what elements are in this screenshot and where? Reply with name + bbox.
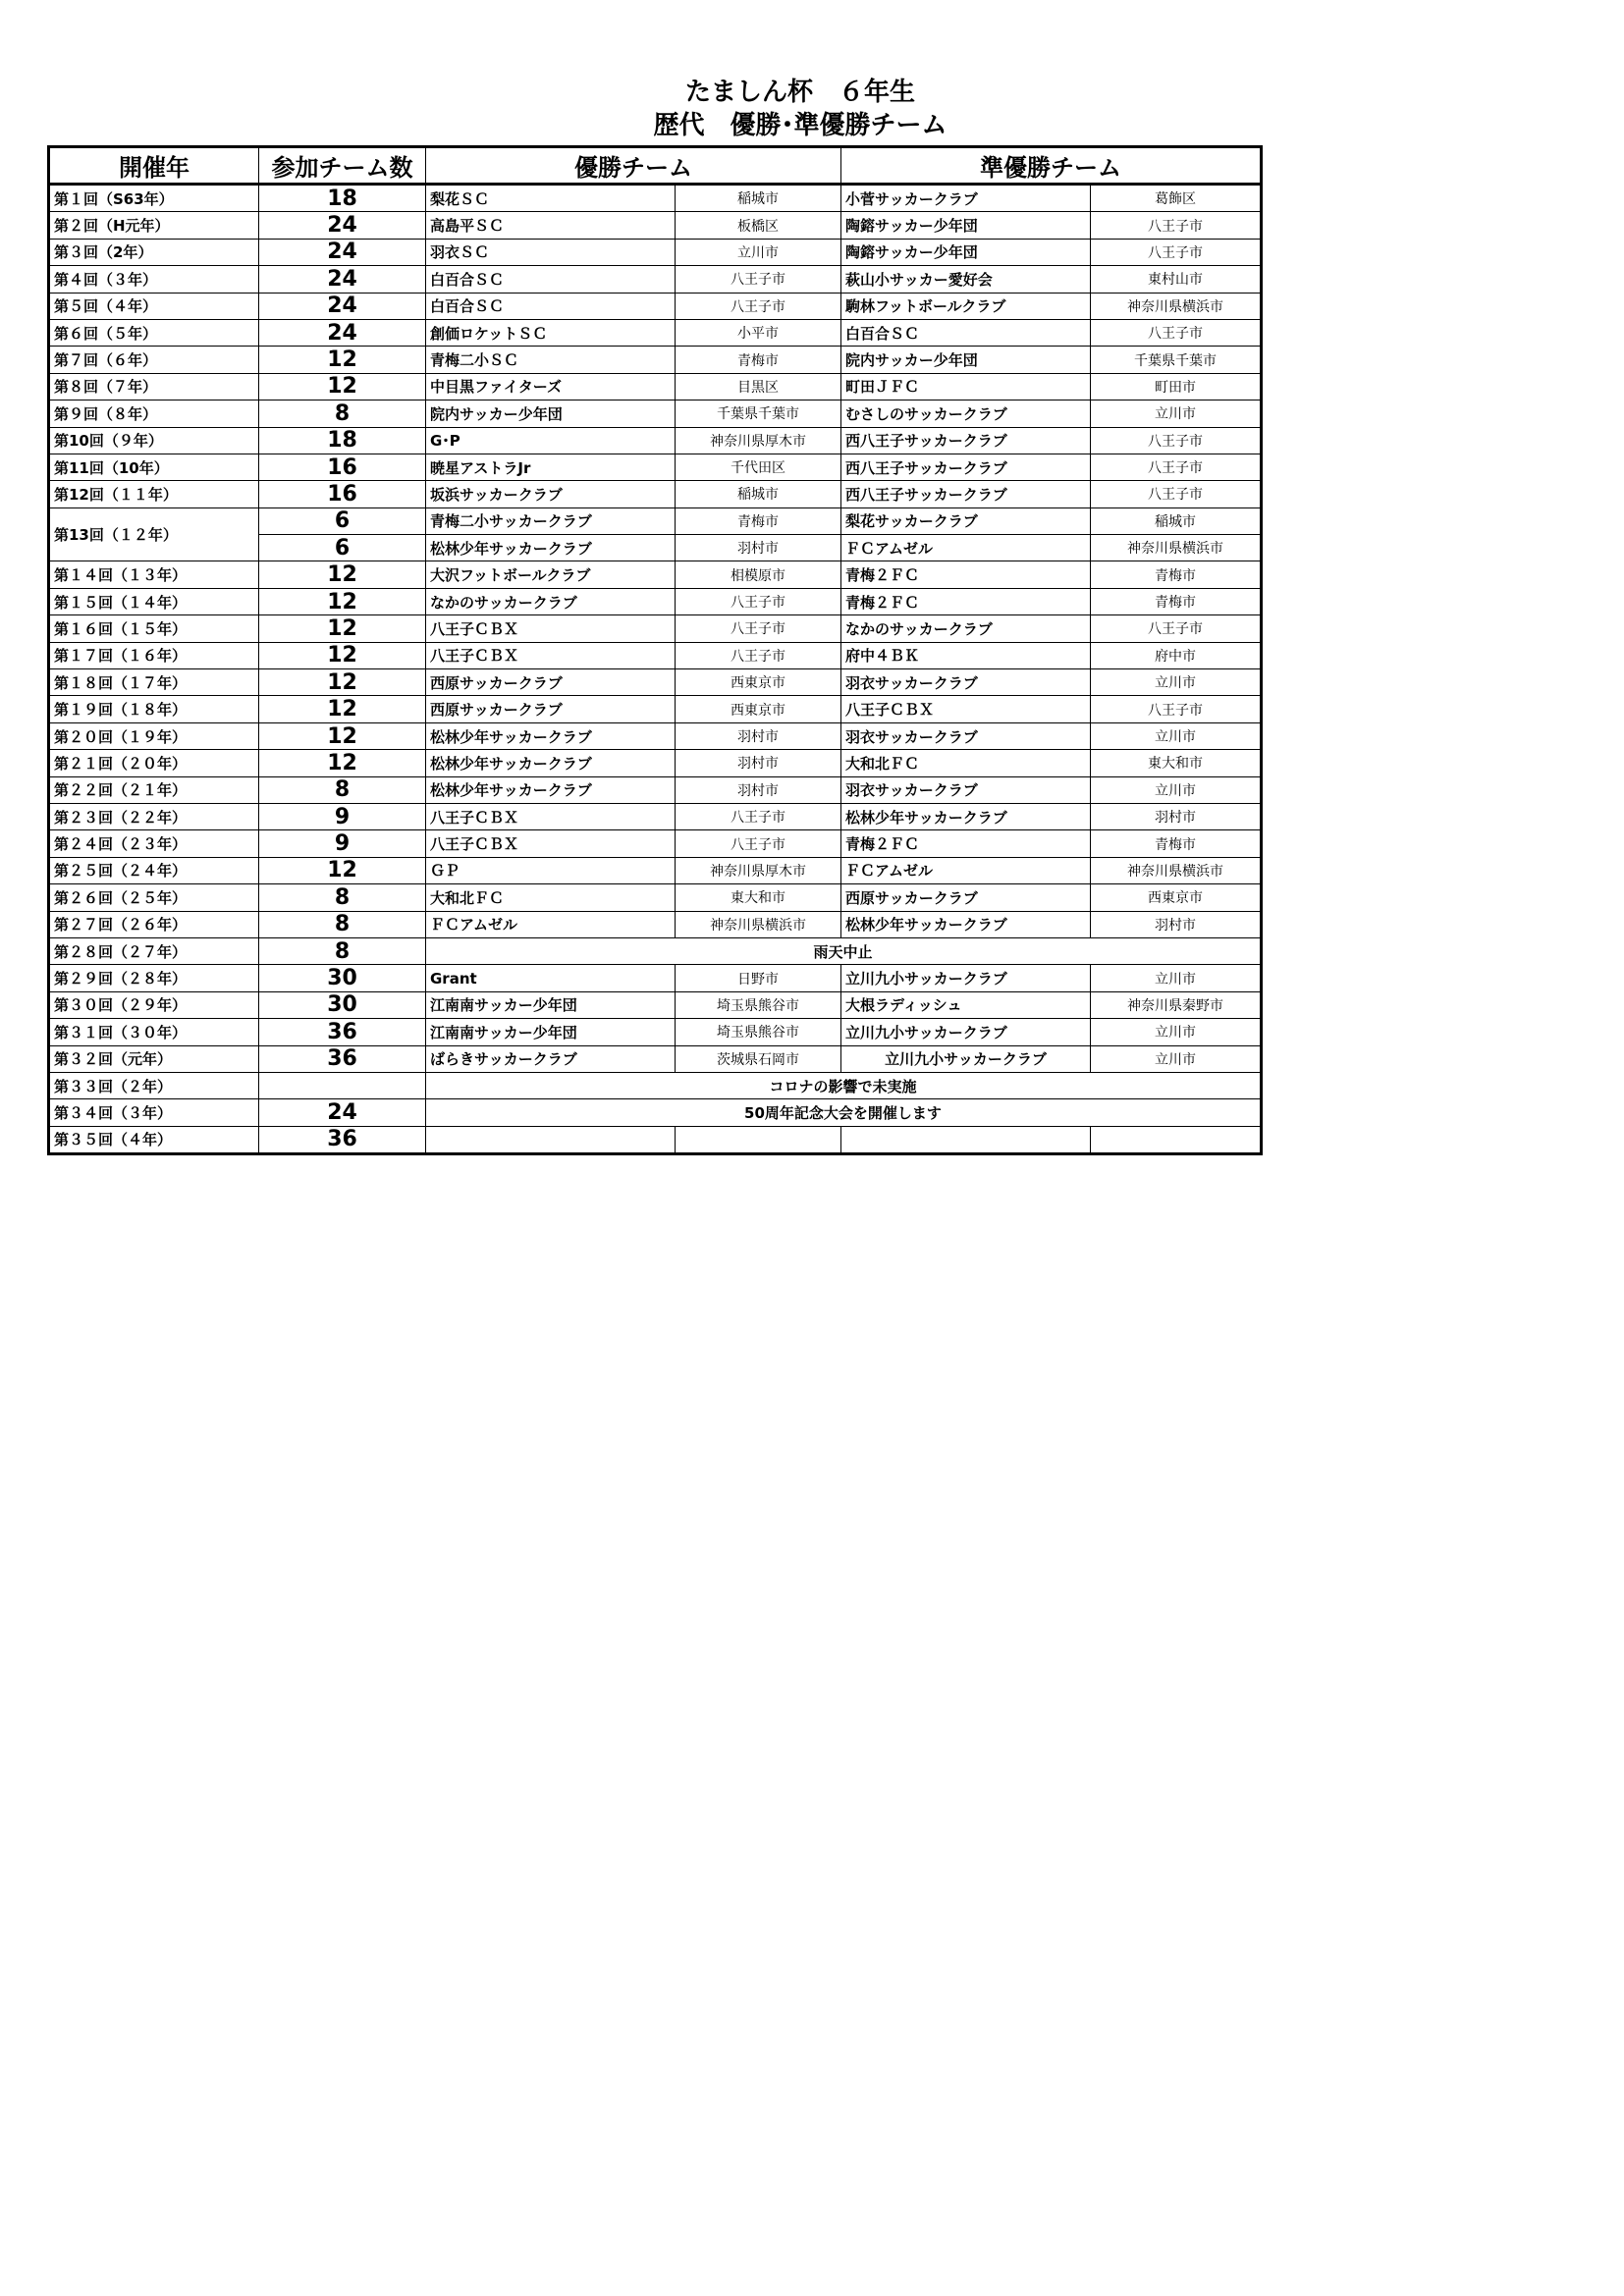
table-row — [49, 642, 1262, 668]
runner-up-team-cell: 羽衣サッカークラブ — [841, 722, 1091, 749]
edition-cell: 第２６回（２５年） — [49, 884, 259, 911]
runner-up-city-cell: 八王子市 — [1091, 615, 1262, 642]
winner-city-cell: 板橋区 — [676, 212, 841, 239]
winner-team-cell: 八王子ＣＢＸ — [426, 803, 676, 829]
team-count-cell — [259, 1072, 426, 1098]
team-count-cell: 18 — [259, 427, 426, 454]
team-count-cell: 12 — [259, 347, 426, 373]
winner-team-cell: 羽衣ＳＣ — [426, 239, 676, 265]
winner-city-cell: 八王子市 — [676, 642, 841, 668]
winner-team-cell: 梨花ＳＣ — [426, 185, 676, 212]
team-count-cell: 36 — [259, 1019, 426, 1045]
edition-cell: 第１６回（１５年） — [49, 615, 259, 642]
table-row — [49, 937, 1262, 964]
runner-up-team-cell: むさしのサッカークラブ — [841, 400, 1091, 427]
team-count-cell: 6 — [259, 535, 426, 561]
edition-cell: 第12回（１１年） — [49, 481, 259, 507]
winner-city-cell: 青梅市 — [676, 507, 841, 534]
table-row — [49, 803, 1262, 829]
edition-cell: 第１４回（１３年） — [49, 561, 259, 588]
header-edition: 開催年 — [49, 147, 259, 185]
table-row — [49, 1019, 1262, 1045]
runner-up-city-cell: 府中市 — [1091, 642, 1262, 668]
table-row — [49, 750, 1262, 776]
runner-up-city-cell: 東大和市 — [1091, 750, 1262, 776]
page-title: たましん杯 ６年生 — [684, 78, 915, 107]
edition-cell: 第１７回（１６年） — [49, 642, 259, 668]
header-row — [49, 147, 1262, 185]
runner-up-team-cell: 青梅２ＦＣ — [841, 561, 1091, 588]
table-row — [49, 481, 1262, 507]
winner-team-cell: なかのサッカークラブ — [426, 588, 676, 614]
table-row — [49, 830, 1262, 857]
runner-up-city-cell: 西東京市 — [1091, 884, 1262, 911]
runner-up-city-cell: 葛飾区 — [1091, 185, 1262, 212]
runner-up-team-cell: 町田ＪＦＣ — [841, 373, 1091, 400]
team-count-cell: 36 — [259, 1126, 426, 1153]
runner-up-team-cell: 白百合ＳＣ — [841, 319, 1091, 346]
table-row — [49, 965, 1262, 991]
runner-up-city-cell: 羽村市 — [1091, 911, 1262, 937]
edition-cell: 第２３回（２２年） — [49, 803, 259, 829]
winner-team-cell: 西原サッカークラブ — [426, 669, 676, 696]
runner-up-team-cell: 陶鎔サッカー少年団 — [841, 239, 1091, 265]
winner-city-cell: 千代田区 — [676, 454, 841, 480]
winner-team-cell: 松林少年サッカークラブ — [426, 722, 676, 749]
header-runner-up: 準優勝チーム — [841, 147, 1262, 185]
team-count-cell: 24 — [259, 212, 426, 239]
table-row — [49, 347, 1262, 373]
edition-cell: 第11回（10年） — [49, 454, 259, 480]
table-row — [49, 857, 1262, 883]
edition-cell: 第８回（７年） — [49, 373, 259, 400]
team-count-cell: 24 — [259, 319, 426, 346]
edition-cell: 第２回（H元年） — [49, 212, 259, 239]
table-row — [49, 669, 1262, 696]
winner-city-cell: 八王子市 — [676, 588, 841, 614]
team-count-cell: 12 — [259, 642, 426, 668]
runner-up-team-cell: 八王子ＣＢＸ — [841, 696, 1091, 722]
runner-up-city-cell: 立川市 — [1091, 722, 1262, 749]
runner-up-team-cell: 西八王子サッカークラブ — [841, 454, 1091, 480]
winner-city-cell: 神奈川県厚木市 — [676, 857, 841, 883]
team-count-cell: 12 — [259, 373, 426, 400]
runner-up-city-cell: 八王子市 — [1091, 696, 1262, 722]
edition-cell: 第６回（５年） — [49, 319, 259, 346]
team-count-cell: 8 — [259, 884, 426, 911]
winner-city-cell: 八王子市 — [676, 830, 841, 857]
edition-cell: 第１９回（１８年） — [49, 696, 259, 722]
team-count-cell: 6 — [259, 507, 426, 534]
winner-team-cell: 青梅二小サッカークラブ — [426, 507, 676, 534]
edition-cell: 第１回（S63年） — [49, 185, 259, 212]
runner-up-city-cell: 立川市 — [1091, 965, 1262, 991]
edition-cell: 第２０回（１９年） — [49, 722, 259, 749]
runner-up-city-cell: 神奈川県秦野市 — [1091, 991, 1262, 1018]
table-row — [49, 588, 1262, 614]
team-count-cell: 36 — [259, 1045, 426, 1072]
winner-team-cell — [426, 1126, 676, 1153]
page-subtitle: 歴代 優勝･準優勝チーム — [653, 111, 947, 140]
note-cell: 雨天中止 — [426, 937, 1262, 964]
team-count-cell: 24 — [259, 1099, 426, 1126]
winner-team-cell: 八王子ＣＢＸ — [426, 830, 676, 857]
team-count-cell: 12 — [259, 750, 426, 776]
runner-up-city-cell: 神奈川県横浜市 — [1091, 293, 1262, 319]
runner-up-city-cell: 千葉県千葉市 — [1091, 347, 1262, 373]
table-row — [49, 884, 1262, 911]
runner-up-city-cell: 町田市 — [1091, 373, 1262, 400]
winner-team-cell: 創価ロケットＳＣ — [426, 319, 676, 346]
runner-up-team-cell: 大和北ＦＣ — [841, 750, 1091, 776]
winner-team-cell: 白百合ＳＣ — [426, 293, 676, 319]
team-count-cell: 18 — [259, 185, 426, 212]
runner-up-team-cell: ＦＣアムゼル — [841, 857, 1091, 883]
runner-up-city-cell: 青梅市 — [1091, 588, 1262, 614]
edition-cell: 第２１回（２０年） — [49, 750, 259, 776]
team-count-cell: 30 — [259, 991, 426, 1018]
winner-city-cell: 青梅市 — [676, 347, 841, 373]
winner-city-cell: 稲城市 — [676, 185, 841, 212]
winner-team-cell: 院内サッカー少年団 — [426, 400, 676, 427]
edition-cell: 第３０回（２９年） — [49, 991, 259, 1018]
edition-cell: 第１８回（１７年） — [49, 669, 259, 696]
runner-up-team-cell: 梨花サッカークラブ — [841, 507, 1091, 534]
table-row — [49, 373, 1262, 400]
runner-up-city-cell: 稲城市 — [1091, 507, 1262, 534]
winner-city-cell: 目黒区 — [676, 373, 841, 400]
winner-team-cell: 白百合ＳＣ — [426, 266, 676, 293]
table-row — [49, 454, 1262, 480]
winner-team-cell: 松林少年サッカークラブ — [426, 535, 676, 561]
team-count-cell: 9 — [259, 803, 426, 829]
winner-team-cell: 八王子ＣＢＸ — [426, 642, 676, 668]
edition-cell: 第３回（2年） — [49, 239, 259, 265]
results-table — [47, 145, 1263, 1155]
runner-up-team-cell: 羽衣サッカークラブ — [841, 669, 1091, 696]
winner-team-cell: 松林少年サッカークラブ — [426, 776, 676, 803]
edition-cell: 第３４回（３年） — [49, 1099, 259, 1126]
runner-up-team-cell: 駒林フットボールクラブ — [841, 293, 1091, 319]
runner-up-team-cell: 青梅２ＦＣ — [841, 830, 1091, 857]
winner-city-cell: 羽村市 — [676, 776, 841, 803]
team-count-cell: 16 — [259, 481, 426, 507]
winner-team-cell: 青梅二小ＳＣ — [426, 347, 676, 373]
runner-up-team-cell: 青梅２ＦＣ — [841, 588, 1091, 614]
table-row — [49, 293, 1262, 319]
table-row — [49, 1072, 1262, 1098]
winner-city-cell: 埼玉県熊谷市 — [676, 1019, 841, 1045]
edition-cell: 第２９回（２８年） — [49, 965, 259, 991]
edition-cell: 第２５回（２４年） — [49, 857, 259, 883]
runner-up-city-cell: 立川市 — [1091, 400, 1262, 427]
runner-up-city-cell: 立川市 — [1091, 669, 1262, 696]
runner-up-team-cell: 立川九小サッカークラブ — [841, 1019, 1091, 1045]
edition-cell: 第７回（６年） — [49, 347, 259, 373]
table-row — [49, 400, 1262, 427]
winner-city-cell: 羽村市 — [676, 535, 841, 561]
note-cell: 50周年記念大会を開催します — [426, 1099, 1262, 1126]
runner-up-team-cell: 松林少年サッカークラブ — [841, 803, 1091, 829]
edition-cell: 第５回（４年） — [49, 293, 259, 319]
runner-up-city-cell: 青梅市 — [1091, 561, 1262, 588]
winner-team-cell: ＦＣアムゼル — [426, 911, 676, 937]
runner-up-city-cell: 八王子市 — [1091, 239, 1262, 265]
winner-team-cell: ＧＰ — [426, 857, 676, 883]
winner-team-cell: 中目黒ファイターズ — [426, 373, 676, 400]
winner-team-cell: 大和北ＦＣ — [426, 884, 676, 911]
winner-team-cell: G･P — [426, 427, 676, 454]
edition-cell: 第２７回（２６年） — [49, 911, 259, 937]
team-count-cell: 12 — [259, 722, 426, 749]
table-row — [49, 212, 1262, 239]
edition-cell: 第３３回（２年） — [49, 1072, 259, 1098]
edition-cell: 第３１回（３０年） — [49, 1019, 259, 1045]
winner-city-cell: 羽村市 — [676, 750, 841, 776]
winner-team-cell: ばらきサッカークラブ — [426, 1045, 676, 1072]
edition-cell: 第２８回（２７年） — [49, 937, 259, 964]
runner-up-team-cell — [841, 1126, 1091, 1153]
runner-up-city-cell: 羽村市 — [1091, 803, 1262, 829]
results-body — [49, 185, 1262, 1154]
winner-team-cell: Grant — [426, 965, 676, 991]
edition-cell: 第９回（８年） — [49, 400, 259, 427]
runner-up-city-cell: 立川市 — [1091, 1019, 1262, 1045]
edition-cell: 第２２回（２１年） — [49, 776, 259, 803]
runner-up-team-cell: 西八王子サッカークラブ — [841, 481, 1091, 507]
runner-up-team-cell: 立川九小サッカークラブ — [841, 965, 1091, 991]
team-count-cell: 24 — [259, 293, 426, 319]
winner-city-cell: 千葉県千葉市 — [676, 400, 841, 427]
note-cell: コロナの影響で未実施 — [426, 1072, 1262, 1098]
winner-team-cell: 松林少年サッカークラブ — [426, 750, 676, 776]
runner-up-city-cell: 立川市 — [1091, 776, 1262, 803]
table-row — [49, 1045, 1262, 1072]
table-row — [49, 239, 1262, 265]
runner-up-team-cell: 陶鎔サッカー少年団 — [841, 212, 1091, 239]
team-count-cell: 9 — [259, 830, 426, 857]
table-row — [49, 1126, 1262, 1153]
winner-city-cell: 羽村市 — [676, 722, 841, 749]
runner-up-team-cell: 松林少年サッカークラブ — [841, 911, 1091, 937]
team-count-cell: 8 — [259, 911, 426, 937]
runner-up-team-cell: 大根ラディッシュ — [841, 991, 1091, 1018]
team-count-cell: 8 — [259, 937, 426, 964]
edition-cell: 第13回（１２年） — [49, 507, 259, 561]
table-row — [49, 561, 1262, 588]
winner-city-cell — [676, 1126, 841, 1153]
team-count-cell: 30 — [259, 965, 426, 991]
table-row — [49, 266, 1262, 293]
team-count-cell: 12 — [259, 588, 426, 614]
winner-city-cell: 西東京市 — [676, 696, 841, 722]
header-winner: 優勝チーム — [426, 147, 841, 185]
header-teams: 参加チーム数 — [259, 147, 426, 185]
winner-city-cell: 立川市 — [676, 239, 841, 265]
table-row — [49, 507, 1262, 534]
winner-city-cell: 茨城県石岡市 — [676, 1045, 841, 1072]
runner-up-team-cell: 西八王子サッカークラブ — [841, 427, 1091, 454]
winner-city-cell: 東大和市 — [676, 884, 841, 911]
winner-team-cell: 江南南サッカー少年団 — [426, 1019, 676, 1045]
runner-up-team-cell: 羽衣サッカークラブ — [841, 776, 1091, 803]
winner-city-cell: 小平市 — [676, 319, 841, 346]
team-count-cell: 24 — [259, 239, 426, 265]
winner-city-cell: 稲城市 — [676, 481, 841, 507]
winner-city-cell: 八王子市 — [676, 803, 841, 829]
team-count-cell: 12 — [259, 857, 426, 883]
team-count-cell: 24 — [259, 266, 426, 293]
edition-cell: 第２４回（２３年） — [49, 830, 259, 857]
winner-city-cell: 西東京市 — [676, 669, 841, 696]
edition-cell: 第３２回（元年） — [49, 1045, 259, 1072]
winner-city-cell: 日野市 — [676, 965, 841, 991]
edition-cell: 第１５回（１４年） — [49, 588, 259, 614]
edition-cell: 第４回（３年） — [49, 266, 259, 293]
runner-up-city-cell: 八王子市 — [1091, 481, 1262, 507]
team-count-cell: 12 — [259, 696, 426, 722]
table-row — [49, 185, 1262, 212]
runner-up-team-cell: 西原サッカークラブ — [841, 884, 1091, 911]
winner-city-cell: 八王子市 — [676, 266, 841, 293]
winner-team-cell: 西原サッカークラブ — [426, 696, 676, 722]
runner-up-team-cell: 立川九小サッカークラブ — [841, 1045, 1091, 1072]
runner-up-team-cell: 萩山小サッカー愛好会 — [841, 266, 1091, 293]
runner-up-city-cell: 八王子市 — [1091, 454, 1262, 480]
table-row — [49, 1099, 1262, 1126]
winner-city-cell: 埼玉県熊谷市 — [676, 991, 841, 1018]
team-count-cell: 16 — [259, 454, 426, 480]
runner-up-city-cell: 神奈川県横浜市 — [1091, 857, 1262, 883]
table-row — [49, 696, 1262, 722]
edition-cell: 第３５回（４年） — [49, 1126, 259, 1153]
table-row — [49, 427, 1262, 454]
winner-team-cell: 大沢フットボールクラブ — [426, 561, 676, 588]
team-count-cell: 12 — [259, 561, 426, 588]
runner-up-team-cell: 院内サッカー少年団 — [841, 347, 1091, 373]
winner-city-cell: 神奈川県横浜市 — [676, 911, 841, 937]
runner-up-team-cell: 府中４ＢＫ — [841, 642, 1091, 668]
runner-up-city-cell: 神奈川県横浜市 — [1091, 535, 1262, 561]
winner-team-cell: 高島平ＳＣ — [426, 212, 676, 239]
table-row — [49, 776, 1262, 803]
runner-up-city-cell: 東村山市 — [1091, 266, 1262, 293]
edition-cell: 第10回（９年） — [49, 427, 259, 454]
winner-team-cell: 坂浜サッカークラブ — [426, 481, 676, 507]
runner-up-team-cell: なかのサッカークラブ — [841, 615, 1091, 642]
winner-team-cell: 八王子ＣＢＸ — [426, 615, 676, 642]
team-count-cell: 12 — [259, 615, 426, 642]
runner-up-team-cell: 小菅サッカークラブ — [841, 185, 1091, 212]
winner-team-cell: 暁星アストラJr — [426, 454, 676, 480]
runner-up-city-cell: 八王子市 — [1091, 212, 1262, 239]
table-row — [49, 991, 1262, 1018]
table-row — [49, 615, 1262, 642]
team-count-cell: 8 — [259, 400, 426, 427]
runner-up-city-cell: 八王子市 — [1091, 427, 1262, 454]
winner-city-cell: 神奈川県厚木市 — [676, 427, 841, 454]
team-count-cell: 12 — [259, 669, 426, 696]
runner-up-city-cell: 八王子市 — [1091, 319, 1262, 346]
winner-city-cell: 八王子市 — [676, 615, 841, 642]
runner-up-team-cell: ＦＣアムゼル — [841, 535, 1091, 561]
table-row — [49, 911, 1262, 937]
table-row — [49, 319, 1262, 346]
winner-city-cell: 相模原市 — [676, 561, 841, 588]
runner-up-city-cell: 立川市 — [1091, 1045, 1262, 1072]
table-row — [49, 722, 1262, 749]
team-count-cell: 8 — [259, 776, 426, 803]
winner-city-cell: 八王子市 — [676, 293, 841, 319]
runner-up-city-cell — [1091, 1126, 1262, 1153]
winner-team-cell: 江南南サッカー少年団 — [426, 991, 676, 1018]
runner-up-city-cell: 青梅市 — [1091, 830, 1262, 857]
